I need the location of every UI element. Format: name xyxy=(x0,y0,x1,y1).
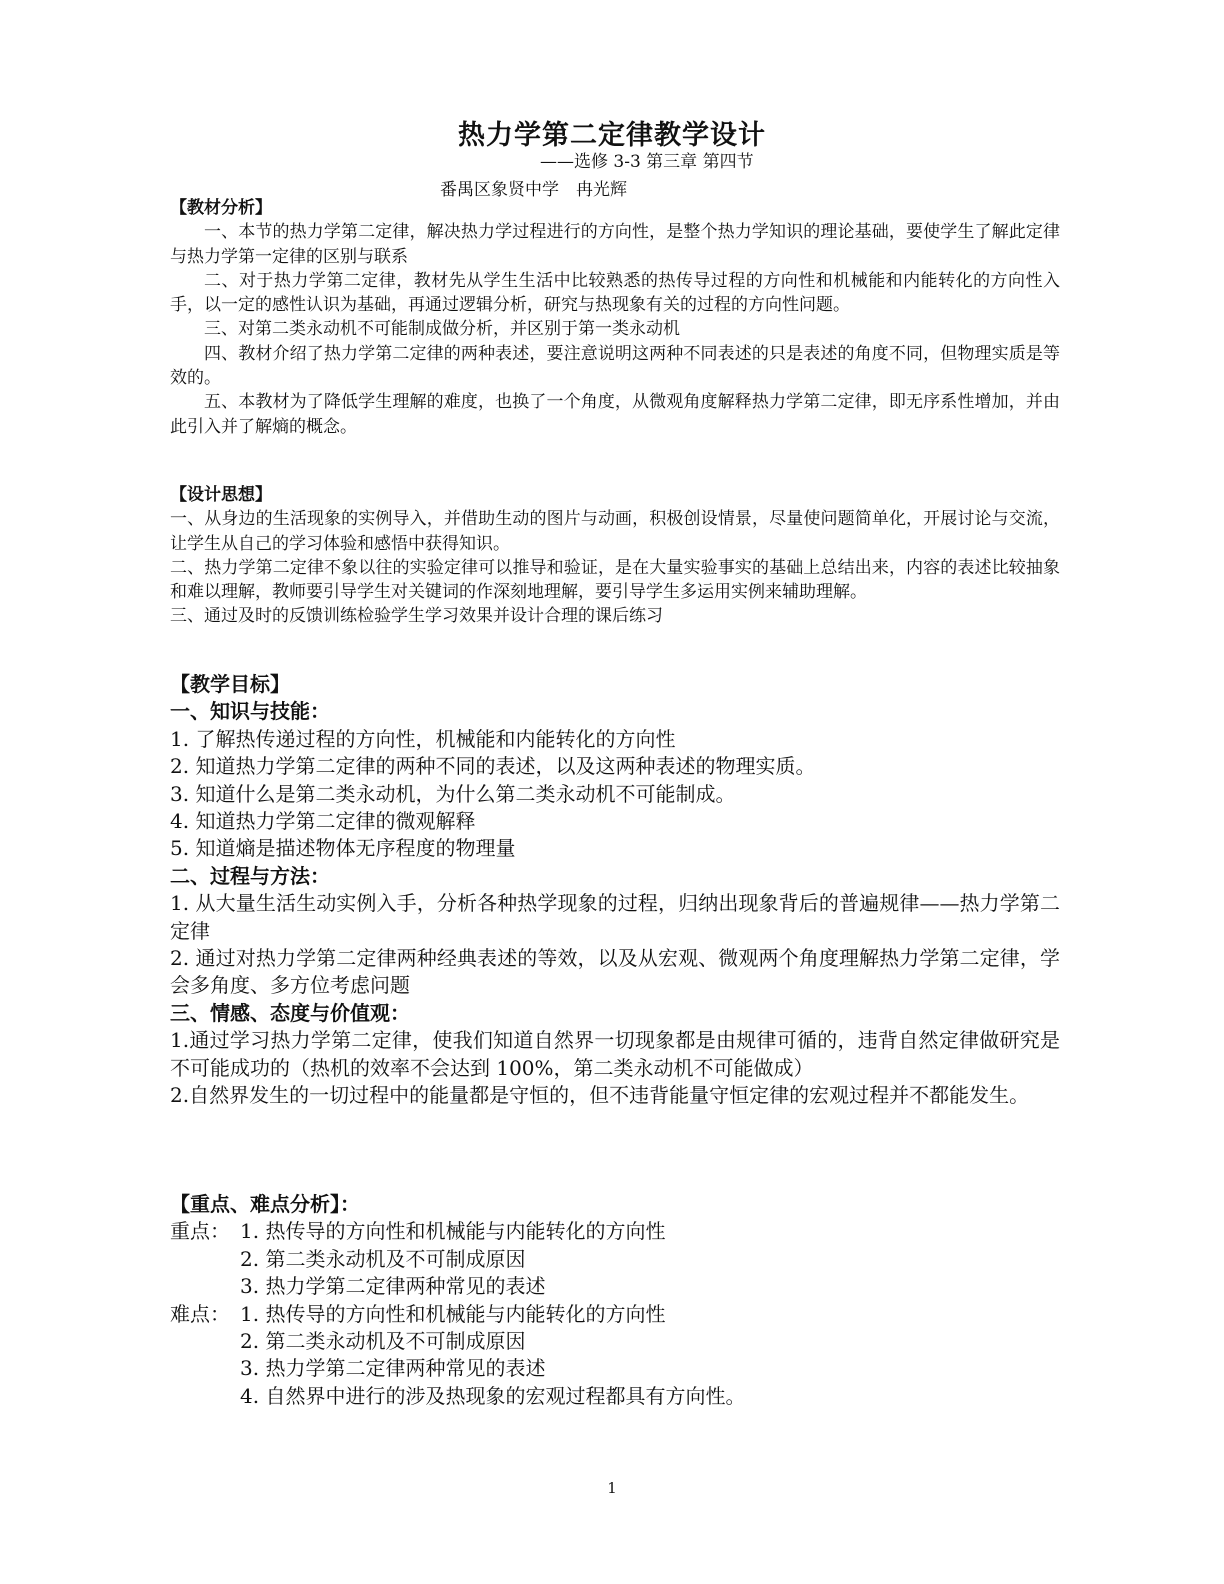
list-item: 1. 了解热传递过程的方向性，机械能和内能转化的方向性 xyxy=(170,726,676,751)
subsection-heading-knowledge: 一、知识与技能： xyxy=(170,699,330,724)
list-item: 1. 热传导的方向性和机械能与内能转化的方向性 xyxy=(240,1301,666,1326)
list-item: 2. 知道热力学第二定律的两种不同的表述，以及这两种表述的物理实质。 xyxy=(170,754,816,779)
list-item: 4. 知道热力学第二定律的微观解释 xyxy=(170,809,476,834)
list-item: 4. 自然界中进行的涉及热现象的宏观过程都具有方向性。 xyxy=(240,1383,746,1408)
focus-label: 重点： xyxy=(170,1219,230,1244)
focus-row xyxy=(170,1218,1060,1245)
list-item: 1. 从大量生活生动实例入手，分析各种热学现象的过程，归纳出现象背后的普遍规律——热力学第二定律 xyxy=(170,891,1060,943)
list-item: 1. 热传导的方向性和机械能与内能转化的方向性 xyxy=(240,1219,666,1244)
paragraph: 三、通过及时的反馈训练检验学生学习效果并设计合理的课后练习 xyxy=(170,606,663,627)
paragraph: 三、对第二类永动机不可能制成做分析，并区别于第一类永动机 xyxy=(204,319,680,340)
list-item: 5. 知道熵是描述物体无序程度的物理量 xyxy=(170,836,516,861)
document-title: 热力学第二定律教学设计 xyxy=(458,120,766,151)
section-heading: 【教材分析】 xyxy=(170,198,272,218)
paragraph: 一、从身边的生活现象的实例导入，并借助生动的图片与动画，积极创设情景，尽量使问题简单化，开展讨论与交流，让学生从自己的学习体验和感悟中获得知识。 xyxy=(170,509,1060,554)
list-item: 1.通过学习热力学第二定律，使我们知道自然界一切现象都是由规律可循的，违背自然定律做研究是不可能成功的（热机的效率不会达到 100%，第二类永动机不可能做成） xyxy=(170,1028,1060,1080)
list-item: 3. 热力学第二定律两种常见的表述 xyxy=(240,1356,546,1381)
section-teaching-objectives xyxy=(170,671,1060,1110)
focus-row xyxy=(170,1273,1060,1300)
section-key-points xyxy=(170,1191,1060,1410)
paragraph: 二、对于热力学第二定律，教材先从学生生活中比较熟悉的热传导过程的方向性和机械能和内能转化的方向性入手，以一定的感性认识为基础，再通过逻辑分析，研究与热现象有关的过程的方向性问题。 xyxy=(170,270,1060,316)
list-item: 3. 热力学第二定律两种常见的表述 xyxy=(240,1274,546,1299)
difficulty-row xyxy=(170,1355,1060,1382)
paragraph: 一、本节的热力学第二定律，解决热力学过程进行的方向性，是整个热力学知识的理论基础，要使学生了解此定律与热力学第一定律的区别与联系 xyxy=(170,222,1060,267)
focus-row xyxy=(170,1246,1060,1273)
difficulty-row xyxy=(170,1301,1060,1328)
paragraph: 四、教材介绍了热力学第二定律的两种表述，要注意说明这两种不同表述的只是表述的角度不同，但物理实质是等效的。 xyxy=(170,343,1060,389)
difficulty-row xyxy=(170,1328,1060,1355)
subsection-heading-process: 二、过程与方法： xyxy=(170,863,330,888)
list-item: 2. 第二类永动机及不可制成原因 xyxy=(240,1246,526,1271)
difficulty-row xyxy=(170,1383,1060,1410)
list-item: 2.自然界发生的一切过程中的能量都是守恒的，但不违背能量守恒定律的宏观过程并不都能发生。 xyxy=(170,1083,1030,1108)
page-number: 1 xyxy=(607,1479,617,1497)
section-design-idea xyxy=(170,483,1060,629)
difficulty-label: 难点： xyxy=(170,1301,230,1326)
section-heading: 【重点、难点分析】： xyxy=(170,1192,360,1216)
list-item: 3. 知道什么是第二类永动机，为什么第二类永动机不可能制成。 xyxy=(170,781,736,806)
paragraph: 五、本教材为了降低学生理解的难度，也换了一个角度，从微观角度解释热力学第二定律，即无序系性增加，并由此引入并了解熵的概念。 xyxy=(170,392,1060,437)
section-heading: 【教学目标】 xyxy=(170,672,290,696)
section-heading: 【设计思想】 xyxy=(170,485,272,505)
list-item: 2. 通过对热力学第二定律两种经典表述的等效，以及从宏观、微观两个角度理解热力学第二定律，学会多角度、多方位考虑问题 xyxy=(170,946,1060,998)
subsection-heading-emotion: 三、情感、态度与价值观： xyxy=(170,1000,410,1025)
document-author: 番禺区象贤中学 冉光辉 xyxy=(440,180,627,200)
section-material-analysis xyxy=(170,196,1060,439)
document-subtitle: ——选修 3-3 第三章 第四节 xyxy=(540,152,754,172)
list-item: 2. 第二类永动机及不可制成原因 xyxy=(240,1328,526,1353)
paragraph: 二、热力学第二定律不象以往的实验定律可以推导和验证，是在大量实验事实的基础上总结出来，内容的表述比较抽象和难以理解，教师要引导学生对关键词的作深刻地理解，要引导学生多运用实例来辅助理解。 xyxy=(170,557,1060,603)
